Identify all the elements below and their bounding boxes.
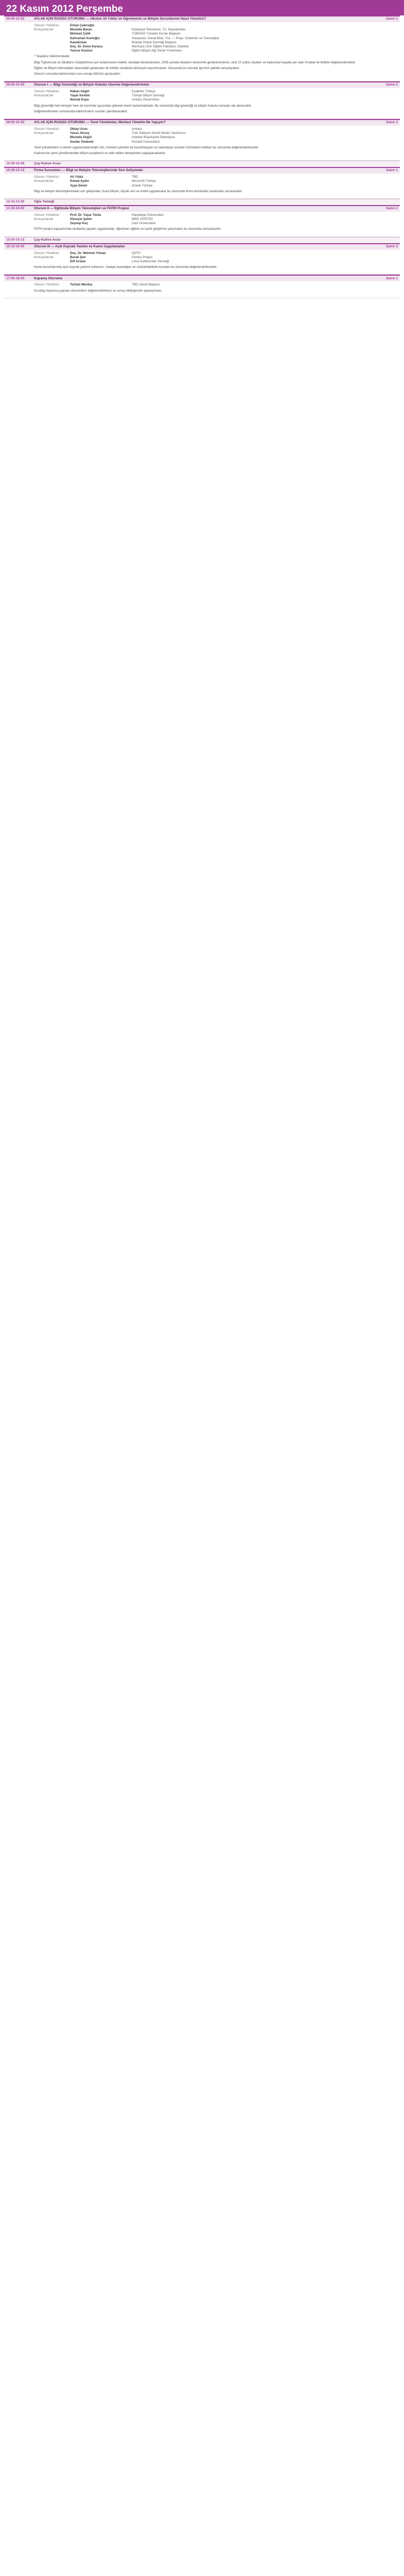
speaker-name: Hakan Akgül xyxy=(70,90,90,94)
speaker-row xyxy=(34,222,398,226)
speaker-affiliation: Kütahyad Teknokent, TC, Başkanlıklar xyxy=(132,28,186,32)
speaker-name: Doç. Dr. Mehmet Yılmaz xyxy=(70,251,106,255)
speaker-affiliation: Oracle Türkiye xyxy=(132,183,153,188)
session-hall: Salon 1 xyxy=(385,276,398,280)
speaker-name: Nevzat Kaya xyxy=(70,98,89,102)
session-description: * Teşekkür bildirimindedir. xyxy=(34,55,71,59)
speaker-affiliation: Birleşik Hukuk Derneği Başkanı xyxy=(132,40,177,44)
speaker-affiliation: İstanbul Büyükşehir Belediyesi xyxy=(132,135,175,140)
date-banner: 22 Kasım 2012 Perşembe xyxy=(0,0,404,15)
speaker-role xyxy=(34,260,70,264)
break-title: Öğle Yemeği xyxy=(34,200,55,204)
speaker-row xyxy=(34,94,398,98)
speaker-row xyxy=(34,135,398,140)
speaker-name: Erkan Çakıroğlu xyxy=(70,24,95,27)
session-description: Eğitim ve Bilişim teknolojileri alanındaki gelişmeler ile birlikte okullarda dönüşüm kaçınılmazdır. Oturumda bu konular ayrıntılı şekilde tartışılacaktır. xyxy=(34,66,240,70)
speaker-role xyxy=(34,184,70,188)
speaker-role: Oturum Yöneticisi xyxy=(34,213,59,217)
session-header xyxy=(4,15,400,22)
speaker-affiliation: Eğitim Bilişim Ağı Genel Yönetmeni xyxy=(132,49,182,53)
speaker-affiliation: Hastanesi: Genel Müd. Yrd. — Proje, Sistemler ve Teknolojiler xyxy=(132,36,220,40)
session-header xyxy=(4,119,400,126)
speaker-role xyxy=(34,140,70,144)
speaker-affiliation: Kocaeli Üniversitesi xyxy=(132,140,160,144)
session-body xyxy=(4,126,400,160)
session-description: Kamu kurumlarında açık kaynak yazılım kullanımı, maliyet avantajları ve sürdürülebilirlik konuları bu oturumda değerlendirilecektir. xyxy=(34,265,217,269)
session-body xyxy=(4,250,400,275)
speaker-row xyxy=(34,45,398,49)
session-description: Bilgi güvenliği hem bireyler hem de kurumlar açısından giderek önem kazanmaktadır. Bu oturumda bilgi güvenliği ve bilişim hukuku konuları ele alınacaktır. xyxy=(34,104,252,108)
speaker-role: Konuşmacılar xyxy=(34,28,54,32)
speaker-name: Kahraman Kurtoğlu xyxy=(70,36,100,40)
session-header xyxy=(4,205,400,212)
session-list xyxy=(0,15,404,298)
speaker-affiliation: Eyaletler Türkiye xyxy=(132,90,155,94)
session-time: 10:30-10:45 xyxy=(6,162,25,166)
speaker-row xyxy=(34,98,398,102)
session-title: Firma Sunumları — Bilgi ve İletişim Teknolojilerinde Son Gelişmeler xyxy=(34,168,144,173)
session-header xyxy=(4,243,400,250)
session-header xyxy=(4,275,400,281)
speaker-row xyxy=(34,131,398,135)
session-description: Değerlendirmeler sonrasında katılımcıların soruları yanıtlanacaktır. xyxy=(34,109,128,113)
session-title: Oturum III — Açık Kaynak Yazılım ve Kamu Uygulamaları xyxy=(34,244,125,248)
session-block xyxy=(4,81,400,119)
speaker-row xyxy=(34,256,398,260)
speaker-role xyxy=(34,41,70,45)
speaker-name: Tuncer Kesinci xyxy=(70,49,93,53)
speaker-affiliation: TÜBİSAD Yönetim Kurulu Başkanı xyxy=(132,32,181,36)
speaker-row xyxy=(34,37,398,41)
session-time: 09:00-10:30 xyxy=(6,83,25,87)
speaker-affiliation: TBD Genel Başkanı xyxy=(132,283,160,287)
session-time: 15:15-16:45 xyxy=(6,244,25,248)
speaker-name: Oktay Uzun xyxy=(70,127,88,131)
speaker-row xyxy=(34,32,398,36)
session-block xyxy=(4,167,400,199)
speaker-role: Oturum Yöneticisi xyxy=(34,175,59,179)
session-time: 17:00-18:30 xyxy=(6,276,25,280)
speaker-affiliation: Türk Telekom Genel Müdür Yardımcısı xyxy=(132,131,186,135)
speaker-affiliation: Marmara Üniv. Eğitim Fakültesi, İstanbul xyxy=(132,44,189,48)
speaker-row xyxy=(34,28,398,32)
session-description: Bilgi Toplumuna ve Okulların Geliştirilmesi için kullanmanın hedefi, okuldaki düzenlemeler, 2005 yılında okulların ekonomik gereksinimlerini, okul 10 yıldızı okulları ve toplumsal hayatta yer alan fırsatlar ile birlikte değerlendirmektir. xyxy=(34,60,356,64)
session-time: 12:15-13:30 xyxy=(6,200,25,204)
speaker-row xyxy=(34,175,398,179)
speaker-row xyxy=(34,283,398,287)
speaker-role xyxy=(34,37,70,41)
session-title: Oturum I — Bilgi Güvenliği ve Bilişim Hukuku Üzerine Değerlendirmeler xyxy=(34,83,150,87)
speaker-name: Kazakistan xyxy=(70,40,87,44)
speaker-name: Doç. Dr. Emre Karaca xyxy=(70,44,102,48)
speaker-name: Hüseyin Şahin xyxy=(70,217,92,222)
session-time: 09:00-10:30 xyxy=(6,121,25,125)
session-title: AYLAK İÇİN RUSSİA OTURUMU — Okulun 10 Yıldızı ve Öğretmenin ve Bilişim Sorunlarının Nasıl Yönetiriz? xyxy=(34,17,206,21)
speaker-name: Ayşe Demir xyxy=(70,183,87,188)
speaker-name: Serdar Özdemir xyxy=(70,140,94,144)
speaker-affiliation xyxy=(132,24,398,28)
speaker-row xyxy=(34,49,398,53)
session-title: AYLAK İÇİN RUSSİA OTURUMU — Yerel Yönetimler, Merkezi Yönetim Ne Yapıyor? xyxy=(34,121,166,125)
speaker-role: Konuşmacılar xyxy=(34,217,54,222)
break-title: Çay-Kahve Arası xyxy=(34,238,61,242)
speaker-row xyxy=(34,24,398,28)
break-row xyxy=(4,237,400,243)
speaker-row xyxy=(34,90,398,94)
session-description: FATİH projesi kapsamında okullarda yapılan uygulamalar, öğretmen eğitimi ve içerik geliştirme çalışmaları bu oturumda tartışılacaktır. xyxy=(34,227,222,231)
speaker-name: Yavuz Aksoy xyxy=(70,131,90,135)
session-time: 13:30-15:00 xyxy=(6,207,25,211)
break-row xyxy=(4,199,400,205)
speaker-name: Kemal Aydın xyxy=(70,179,90,183)
session-hall: Salon 2 xyxy=(385,83,398,87)
speaker-affiliation: Pardus Projesi xyxy=(132,255,153,259)
session-body xyxy=(4,281,400,297)
speaker-name: Burak Şen xyxy=(70,255,86,259)
session-time: 09:00-10:30 xyxy=(6,17,25,21)
speaker-affiliation: ODTÜ xyxy=(132,251,141,255)
speaker-row xyxy=(34,184,398,188)
session-hall: Salon 1 xyxy=(385,17,398,21)
speaker-role: Konuşmacılar xyxy=(34,179,54,183)
session-block xyxy=(4,205,400,237)
speaker-role: Oturum Yöneticisi xyxy=(34,251,59,255)
session-block xyxy=(4,119,400,161)
speaker-role: Konuşmacılar xyxy=(34,255,54,259)
speaker-role xyxy=(34,49,70,53)
speaker-name: Mustafa Akgül xyxy=(70,135,92,140)
speaker-affiliation: Ankara Üniversitesi xyxy=(132,98,160,102)
speaker-role: Oturum Yöneticisi xyxy=(34,24,59,27)
session-header xyxy=(4,167,400,174)
session-body xyxy=(4,22,400,81)
session-description: Oturum sonunda katılımcılara soru-cevap bölümü ayrılacaktır. xyxy=(34,72,121,76)
speaker-name: Prof. Dr. Yaşar Tonta xyxy=(70,213,101,217)
speaker-row xyxy=(34,127,398,131)
speaker-name: Turhan Menteş xyxy=(70,283,93,287)
session-title: Oturum II — Eğitimde Bilişim Teknolojileri ve FATİH Projesi xyxy=(34,207,129,211)
speaker-name: Ali Yıldız xyxy=(70,175,83,179)
speaker-role: Oturum Yöneticisi xyxy=(34,283,59,287)
speaker-name: Mehmet Çelik xyxy=(70,32,91,36)
session-description: Katılımcılar yerel yönetimlerdeki bilişim projelerini ve elde edilen deneyimleri paylaşacaklardır. xyxy=(34,151,166,155)
program-page xyxy=(0,0,404,298)
speaker-role: Konuşmacılar xyxy=(34,131,54,135)
speaker-row xyxy=(34,179,398,183)
break-row xyxy=(4,161,400,167)
speaker-name: Zeynep Koç xyxy=(70,222,89,226)
speaker-affiliation: Ankara xyxy=(132,127,142,131)
session-description: Bilgi ve iletişim teknolojilerindeki son gelişmeler, bulut bilişim, büyük veri ve mobil uygulamalar bu oturumda firma temsilcileri tarafından sunulacaktır. xyxy=(34,189,243,193)
speaker-affiliation: MEB YEĞİTEK xyxy=(132,217,153,222)
speaker-affiliation: Linux Kullanıcıları Derneği xyxy=(132,260,169,263)
speaker-row xyxy=(34,251,398,256)
speaker-name: Yaşar Keskin xyxy=(70,94,90,98)
session-time: 15:00-15:15 xyxy=(6,238,25,242)
speaker-role xyxy=(34,32,70,36)
session-block xyxy=(4,15,400,81)
session-description: Kurultay boyunca yapılan oturumların değerlendirilmesi ve sonuç bildirgesinin paylaşılması. xyxy=(34,289,163,293)
speaker-role: Oturum Yöneticisi xyxy=(34,90,59,94)
speaker-affiliation: Hacettepe Üniversitesi xyxy=(132,213,164,217)
speaker-role: Konuşmacılar xyxy=(34,94,54,98)
speaker-affiliation: Microsoft Türkiye xyxy=(132,179,156,183)
speaker-row xyxy=(34,213,398,217)
break-title: Çay-Kahve Arası xyxy=(34,162,61,166)
speaker-affiliation: TBD xyxy=(132,175,138,179)
speaker-affiliation: Türkiye Bilişim Derneği xyxy=(132,94,165,98)
speaker-name: Mustafa Baran xyxy=(70,28,92,32)
speaker-row xyxy=(34,140,398,144)
session-hall: Salon 3 xyxy=(385,244,398,248)
speaker-role xyxy=(34,98,70,102)
session-hall: Salon 3 xyxy=(385,121,398,125)
session-block xyxy=(4,275,400,298)
session-body xyxy=(4,212,400,236)
speaker-role xyxy=(34,222,70,226)
speaker-role xyxy=(34,45,70,49)
session-description: Yerel yönetimlerin e-devlet uygulamalarındaki rolü, merkezi yönetim ile koordinasyon ve vatandaşa sunulan hizmetlerin kalitesi bu oturumda değerlendirilecektir. xyxy=(34,145,259,149)
session-title: Kapanış Oturumu xyxy=(34,276,63,280)
session-body xyxy=(4,174,400,198)
speaker-row xyxy=(34,41,398,45)
speaker-affiliation: Gazi Üniversitesi xyxy=(132,222,156,226)
speaker-name: Elif Arslan xyxy=(70,260,86,263)
speaker-role xyxy=(34,135,70,140)
speaker-row xyxy=(34,217,398,222)
speaker-role: Oturum Yöneticisi xyxy=(34,127,59,131)
speaker-row xyxy=(34,260,398,264)
session-hall: Salon 2 xyxy=(385,207,398,211)
session-block xyxy=(4,243,400,275)
session-time: 10:45-12:15 xyxy=(6,168,25,173)
session-hall: Salon 1 xyxy=(385,168,398,173)
session-header xyxy=(4,81,400,88)
session-body xyxy=(4,88,400,118)
